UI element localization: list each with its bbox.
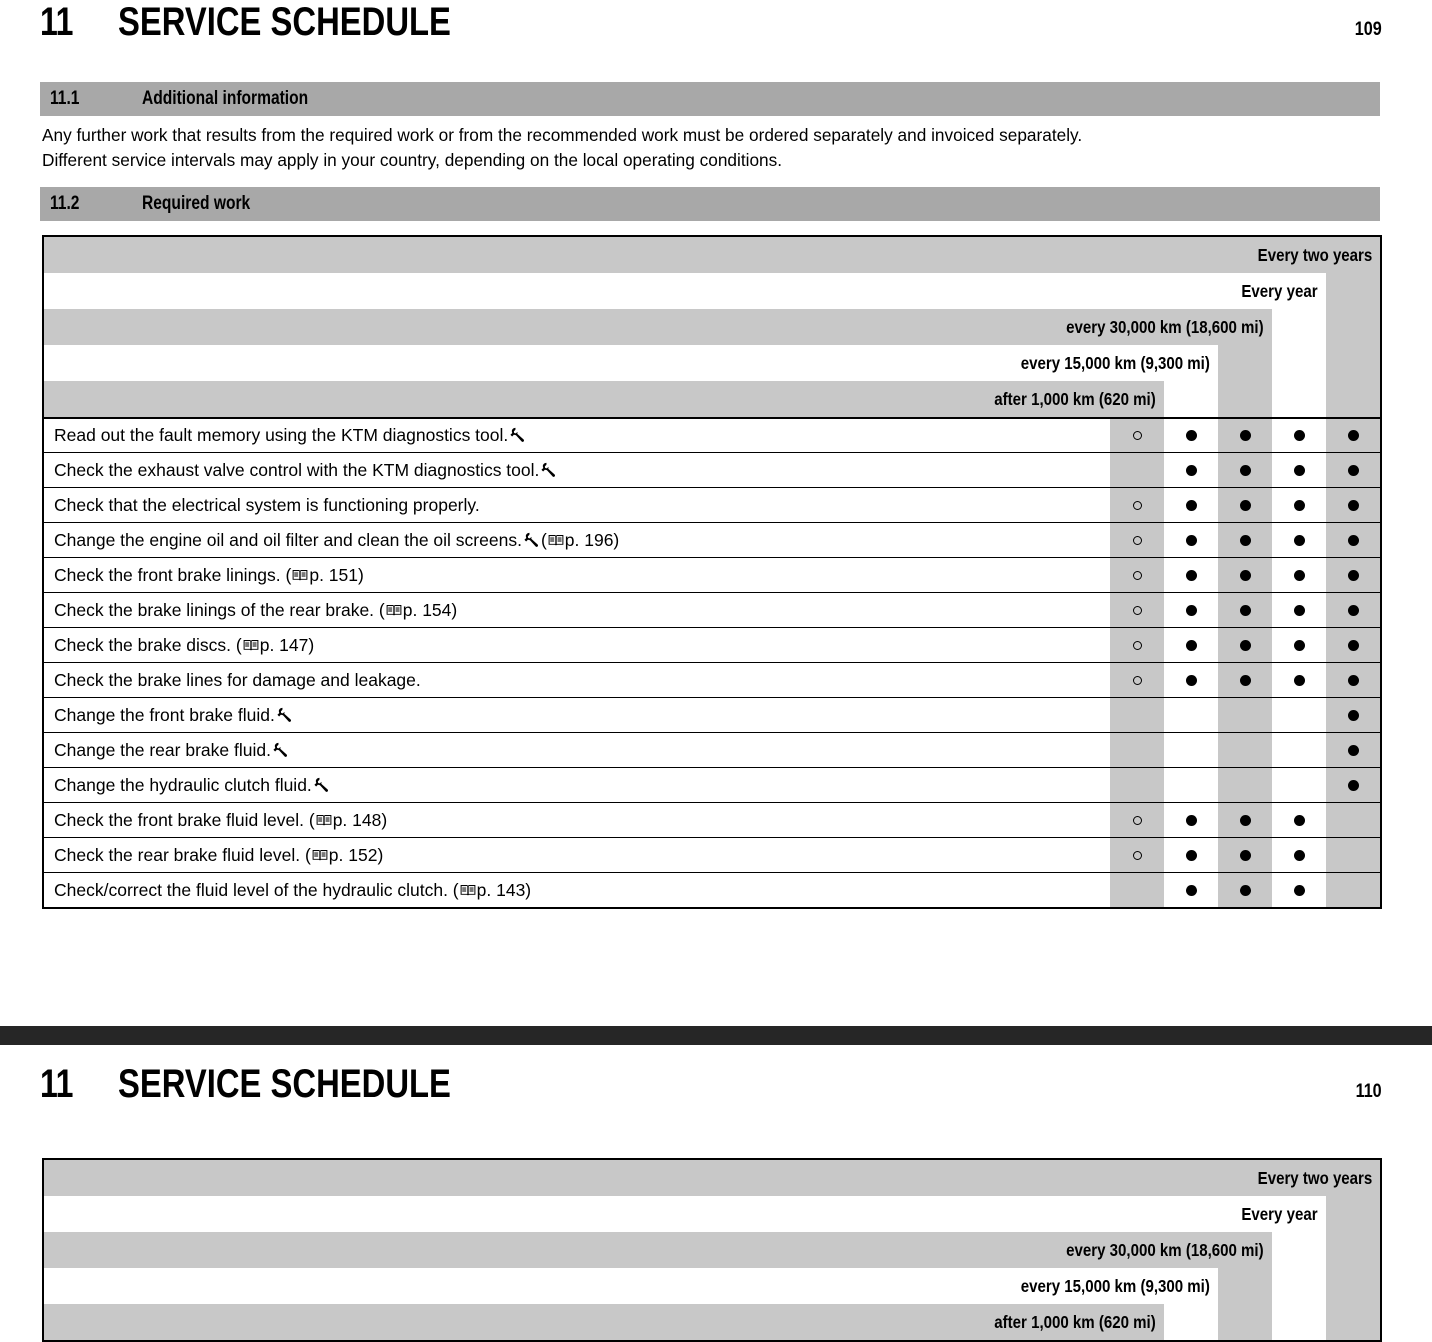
- interval-mark-cell: [1164, 873, 1218, 907]
- section-title-11-1: Additional information: [142, 88, 309, 109]
- interval-header-spacer: [1218, 345, 1272, 381]
- filled-dot-marker: [1348, 535, 1359, 546]
- wrench-icon: [509, 427, 526, 444]
- interval-mark-cell: [1326, 453, 1380, 487]
- interval-mark-cell: [1326, 419, 1380, 452]
- table-row: [44, 487, 1380, 522]
- interval-header-row: [44, 1232, 1380, 1268]
- interval-mark-cell: [1164, 733, 1218, 767]
- interval-mark-cell: [1110, 838, 1164, 872]
- interval-mark-cell: [1218, 419, 1272, 452]
- interval-mark-cell: [1110, 733, 1164, 767]
- table-row: [44, 557, 1380, 592]
- task-description: Change the engine oil and oil filter and clean the oil screens. ( p. 196): [44, 523, 1110, 557]
- service-schedule-table-109: [42, 235, 1382, 909]
- task-description: Check the exhaust valve control with the KTM diagnostics tool.: [44, 453, 1110, 487]
- interval-header-spacer: [1326, 345, 1380, 381]
- filled-dot-marker: [1240, 605, 1251, 616]
- filled-dot-marker: [1240, 465, 1251, 476]
- filled-dot-marker: [1348, 605, 1359, 616]
- chapter-title: SERVICE SCHEDULE: [118, 0, 451, 44]
- table-row: [44, 452, 1380, 487]
- section-number-11-2: 11.2: [50, 193, 80, 214]
- interval-header-row: [44, 1268, 1380, 1304]
- open-circle-marker: [1133, 571, 1142, 580]
- interval-mark-cell: [1110, 803, 1164, 837]
- interval-mark-cell: [1164, 803, 1218, 837]
- interval-header-spacer: [1272, 381, 1326, 417]
- filled-dot-marker: [1348, 570, 1359, 581]
- interval-mark-cell: [1218, 488, 1272, 522]
- interval-mark-cell: [1110, 593, 1164, 627]
- interval-mark-cell: [1164, 419, 1218, 452]
- filled-dot-marker: [1348, 430, 1359, 441]
- open-circle-marker: [1133, 536, 1142, 545]
- open-circle-marker: [1133, 431, 1142, 440]
- filled-dot-marker: [1348, 780, 1359, 791]
- interval-header-spacer: [1164, 1304, 1218, 1340]
- table-row: [44, 662, 1380, 697]
- book-reference-icon: [460, 883, 476, 898]
- interval-mark-cell: [1164, 698, 1218, 732]
- filled-dot-marker: [1186, 500, 1197, 511]
- book-reference-icon: [243, 638, 259, 653]
- table-row: [44, 767, 1380, 802]
- interval-mark-cell: [1272, 873, 1326, 907]
- filled-dot-marker: [1186, 430, 1197, 441]
- interval-mark-cell: [1326, 593, 1380, 627]
- filled-dot-marker: [1294, 640, 1305, 651]
- interval-mark-cell: [1218, 698, 1272, 732]
- task-description: Check the rear brake fluid level. ( p. 152): [44, 838, 1110, 872]
- filled-dot-marker: [1294, 430, 1305, 441]
- interval-mark-cell: [1218, 628, 1272, 662]
- interval-mark-cell: [1164, 453, 1218, 487]
- interval-mark-cell: [1218, 523, 1272, 557]
- interval-mark-cell: [1218, 733, 1272, 767]
- interval-mark-cell: [1164, 768, 1218, 802]
- interval-header-row: [44, 1160, 1380, 1196]
- interval-header-row: [44, 1304, 1380, 1340]
- interval-mark-cell: [1272, 733, 1326, 767]
- chapter-number-110: 11: [40, 1062, 74, 1106]
- interval-mark-cell: [1218, 873, 1272, 907]
- section-bar-required-work: [40, 187, 1380, 221]
- filled-dot-marker: [1186, 850, 1197, 861]
- wrench-icon: [276, 707, 293, 724]
- filled-dot-marker: [1186, 465, 1197, 476]
- interval-header-label: every 15,000 km (9,300 mi): [44, 345, 1218, 381]
- interval-mark-cell: [1272, 628, 1326, 662]
- chapter-header-110: [0, 1062, 1432, 1144]
- interval-header-spacer: [1218, 1304, 1272, 1340]
- interval-mark-cell: [1218, 558, 1272, 592]
- interval-mark-cell: [1110, 453, 1164, 487]
- interval-mark-cell: [1164, 628, 1218, 662]
- filled-dot-marker: [1294, 885, 1305, 896]
- interval-mark-cell: [1164, 593, 1218, 627]
- open-circle-marker: [1133, 816, 1142, 825]
- section-title-11-2: Required work: [142, 193, 251, 214]
- interval-mark-cell: [1272, 453, 1326, 487]
- interval-header-spacer: [1272, 1304, 1326, 1340]
- service-schedule-table-110: [42, 1158, 1382, 1342]
- interval-mark-cell: [1218, 453, 1272, 487]
- table-row: [44, 837, 1380, 872]
- interval-mark-cell: [1272, 698, 1326, 732]
- filled-dot-marker: [1240, 500, 1251, 511]
- interval-mark-cell: [1272, 419, 1326, 452]
- filled-dot-marker: [1348, 675, 1359, 686]
- open-circle-marker: [1133, 676, 1142, 685]
- table-row: [44, 592, 1380, 627]
- interval-mark-cell: [1326, 768, 1380, 802]
- interval-mark-cell: [1272, 558, 1326, 592]
- filled-dot-marker: [1294, 815, 1305, 826]
- interval-mark-cell: [1326, 733, 1380, 767]
- interval-mark-cell: [1326, 663, 1380, 697]
- filled-dot-marker: [1348, 745, 1359, 756]
- chapter-header-109: [0, 0, 1432, 82]
- filled-dot-marker: [1186, 605, 1197, 616]
- wrench-icon: [272, 742, 289, 759]
- filled-dot-marker: [1240, 570, 1251, 581]
- interval-mark-cell: [1326, 873, 1380, 907]
- interval-header-row: [44, 381, 1380, 417]
- interval-mark-cell: [1164, 488, 1218, 522]
- filled-dot-marker: [1294, 850, 1305, 861]
- interval-mark-cell: [1272, 523, 1326, 557]
- table-row: [44, 417, 1380, 452]
- open-circle-marker: [1133, 606, 1142, 615]
- task-description: Check the front brake fluid level. ( p. 148): [44, 803, 1110, 837]
- interval-mark-cell: [1218, 803, 1272, 837]
- interval-header-label: every 30,000 km (18,600 mi): [44, 1232, 1272, 1268]
- task-description: Change the rear brake fluid.: [44, 733, 1110, 767]
- book-reference-icon: [312, 848, 328, 863]
- filled-dot-marker: [1294, 675, 1305, 686]
- page-separator-bar: [0, 1026, 1432, 1045]
- interval-mark-cell: [1110, 523, 1164, 557]
- interval-header-row: [44, 345, 1380, 381]
- interval-header-label: after 1,000 km (620 mi): [44, 1304, 1164, 1340]
- wrench-icon: [540, 462, 557, 479]
- interval-header-spacer: [1272, 1268, 1326, 1304]
- interval-mark-cell: [1218, 768, 1272, 802]
- interval-mark-cell: [1272, 803, 1326, 837]
- interval-mark-cell: [1110, 768, 1164, 802]
- interval-mark-cell: [1326, 838, 1380, 872]
- interval-header-spacer: [1326, 273, 1380, 309]
- table-row: [44, 697, 1380, 732]
- filled-dot-marker: [1186, 885, 1197, 896]
- filled-dot-marker: [1240, 850, 1251, 861]
- open-circle-marker: [1133, 851, 1142, 860]
- interval-mark-cell: [1218, 593, 1272, 627]
- page-number-110: 110: [1355, 1081, 1382, 1102]
- intro-line-1: Any further work that results from the required work or from the recommended work must be ordered separately and invoiced separately.: [42, 125, 1083, 145]
- interval-mark-cell: [1164, 558, 1218, 592]
- interval-header-label: Every two years: [44, 1160, 1380, 1196]
- interval-mark-cell: [1110, 663, 1164, 697]
- filled-dot-marker: [1186, 570, 1197, 581]
- filled-dot-marker: [1240, 815, 1251, 826]
- interval-header-spacer: [1164, 381, 1218, 417]
- interval-mark-cell: [1272, 838, 1326, 872]
- interval-header-label: every 30,000 km (18,600 mi): [44, 309, 1272, 345]
- filled-dot-marker: [1294, 500, 1305, 511]
- page-110: [0, 1062, 1432, 1342]
- book-reference-icon: [548, 533, 564, 548]
- interval-header-row: [44, 237, 1380, 273]
- wrench-icon: [313, 777, 330, 794]
- intro-paragraph: [42, 123, 1372, 173]
- interval-mark-cell: [1218, 838, 1272, 872]
- table-row: [44, 872, 1380, 907]
- interval-header-spacer: [1326, 1304, 1380, 1340]
- filled-dot-marker: [1240, 675, 1251, 686]
- interval-mark-cell: [1326, 803, 1380, 837]
- book-reference-icon: [386, 603, 402, 618]
- interval-mark-cell: [1272, 663, 1326, 697]
- task-description: Check the brake lines for damage and leakage.: [44, 663, 1110, 697]
- intro-line-2: Different service intervals may apply in your country, depending on the local operating conditions.: [42, 150, 783, 170]
- filled-dot-marker: [1348, 710, 1359, 721]
- filled-dot-marker: [1240, 640, 1251, 651]
- filled-dot-marker: [1294, 605, 1305, 616]
- interval-header-spacer: [1326, 1232, 1380, 1268]
- interval-header-spacer: [1272, 345, 1326, 381]
- task-description: Check that the electrical system is functioning properly.: [44, 488, 1110, 522]
- interval-mark-cell: [1164, 663, 1218, 697]
- interval-header-row: [44, 1196, 1380, 1232]
- interval-mark-cell: [1326, 558, 1380, 592]
- interval-mark-cell: [1110, 488, 1164, 522]
- filled-dot-marker: [1240, 885, 1251, 896]
- task-description: Check the front brake linings. ( p. 151): [44, 558, 1110, 592]
- interval-mark-cell: [1326, 523, 1380, 557]
- filled-dot-marker: [1240, 535, 1251, 546]
- interval-header-spacer: [1272, 1232, 1326, 1268]
- interval-mark-cell: [1218, 663, 1272, 697]
- interval-header-spacer: [1326, 1196, 1380, 1232]
- interval-header-spacer: [1218, 381, 1272, 417]
- page-number: 109: [1355, 19, 1382, 40]
- filled-dot-marker: [1348, 465, 1359, 476]
- interval-header-label: Every two years: [44, 237, 1380, 273]
- interval-mark-cell: [1164, 838, 1218, 872]
- interval-mark-cell: [1110, 698, 1164, 732]
- task-description: Check the brake discs. ( p. 147): [44, 628, 1110, 662]
- interval-mark-cell: [1110, 628, 1164, 662]
- interval-header-label: Every year: [44, 1196, 1326, 1232]
- interval-header-spacer: [1326, 381, 1380, 417]
- interval-header-label: every 15,000 km (9,300 mi): [44, 1268, 1218, 1304]
- task-description: Check/correct the fluid level of the hydraulic clutch. ( p. 143): [44, 873, 1110, 907]
- filled-dot-marker: [1348, 500, 1359, 511]
- filled-dot-marker: [1294, 535, 1305, 546]
- table-row: [44, 732, 1380, 767]
- filled-dot-marker: [1348, 640, 1359, 651]
- interval-header-label: Every year: [44, 273, 1326, 309]
- task-description: Read out the fault memory using the KTM diagnostics tool.: [44, 419, 1110, 452]
- task-description: Change the hydraulic clutch fluid.: [44, 768, 1110, 802]
- interval-mark-cell: [1326, 698, 1380, 732]
- interval-mark-cell: [1272, 488, 1326, 522]
- wrench-icon: [523, 532, 540, 549]
- task-description: Check the brake linings of the rear brake. ( p. 154): [44, 593, 1110, 627]
- interval-header-label: after 1,000 km (620 mi): [44, 381, 1164, 417]
- chapter-number: 11: [40, 0, 74, 44]
- table-row: [44, 627, 1380, 662]
- chapter-title-110: SERVICE SCHEDULE: [118, 1062, 451, 1106]
- open-circle-marker: [1133, 501, 1142, 510]
- interval-header-spacer: [1218, 1268, 1272, 1304]
- interval-mark-cell: [1110, 873, 1164, 907]
- interval-header-spacer: [1326, 309, 1380, 345]
- filled-dot-marker: [1186, 640, 1197, 651]
- filled-dot-marker: [1240, 430, 1251, 441]
- section-bar-additional-information: [40, 82, 1380, 116]
- filled-dot-marker: [1186, 815, 1197, 826]
- interval-mark-cell: [1110, 558, 1164, 592]
- interval-mark-cell: [1326, 488, 1380, 522]
- filled-dot-marker: [1294, 570, 1305, 581]
- filled-dot-marker: [1294, 465, 1305, 476]
- filled-dot-marker: [1186, 535, 1197, 546]
- task-description: Change the front brake fluid.: [44, 698, 1110, 732]
- interval-mark-cell: [1110, 419, 1164, 452]
- table-row: [44, 802, 1380, 837]
- section-number-11-1: 11.1: [50, 88, 80, 109]
- open-circle-marker: [1133, 641, 1142, 650]
- interval-header-row: [44, 309, 1380, 345]
- interval-mark-cell: [1272, 768, 1326, 802]
- interval-header-row: [44, 273, 1380, 309]
- interval-mark-cell: [1272, 593, 1326, 627]
- book-reference-icon: [292, 568, 308, 583]
- interval-mark-cell: [1164, 523, 1218, 557]
- interval-mark-cell: [1326, 628, 1380, 662]
- table-row: [44, 522, 1380, 557]
- interval-header-spacer: [1326, 1268, 1380, 1304]
- book-reference-icon: [316, 813, 332, 828]
- interval-header-spacer: [1272, 309, 1326, 345]
- filled-dot-marker: [1186, 675, 1197, 686]
